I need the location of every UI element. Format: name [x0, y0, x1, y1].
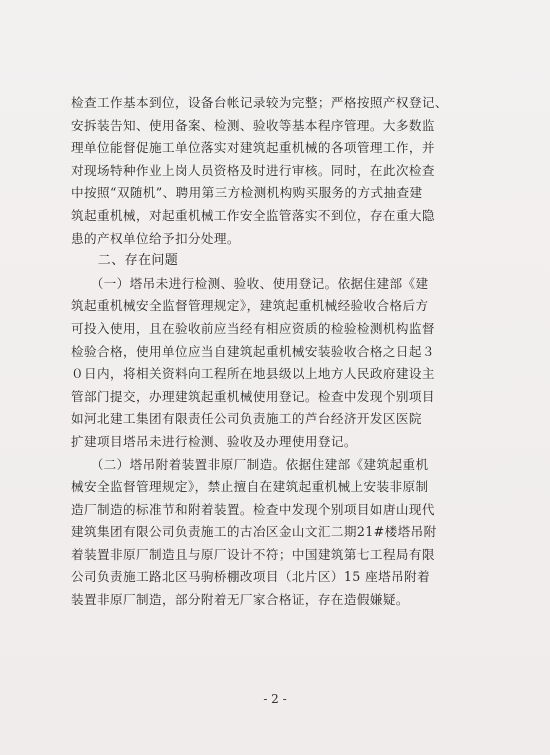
- body-line: ０日内，将相关资料向工程所在地县级以上地方人民政府建设主: [71, 366, 435, 382]
- body-line: 安拆装告知、使用备案、检测、验收等基本程序管理。大多数监: [71, 117, 435, 133]
- body-line: （一）塔吊未进行检测、验收、使用登记。依据住建部《建: [71, 275, 429, 291]
- body-line: 患的产权单位给予扣分处理。: [71, 230, 240, 246]
- body-line: 造厂制造的标准节和附着装置。检查中发现个别项目如唐山现代: [71, 501, 435, 517]
- body-line: 装置非原厂制造，部分附着无厂家合格证，存在造假嫌疑。: [71, 592, 409, 608]
- body-line: 公司负责施工路北区马驹桥棚改项目（北片区）15 座塔吊附着: [71, 569, 431, 585]
- body-line: 械安全监督管理规定》，禁止擅自在建筑起重机械上安装非原制: [71, 479, 429, 495]
- body-line: 筑起重机械安全监督管理规定》，建筑起重机械经验收合格后方: [71, 298, 429, 314]
- body-line: 中按照“双随机”、聘用第三方检测机构购买服务的方式抽查建: [71, 185, 423, 201]
- body-line: 建筑集团有限公司负责施工的古冶区金山文汇二期21#楼塔吊附: [71, 524, 437, 540]
- body-line: 检查工作基本到位，设备台帐记录较为完整；严格按照产权登记、: [71, 95, 448, 110]
- body-line: 可投入使用，且在验收前应当经有相应资质的检验检测机构监督: [71, 320, 435, 336]
- body-line: 筑起重机械，对起重机械工作安全监管落实不到位，存在重大隐: [71, 207, 435, 223]
- body-line: 扩建项目塔吊未进行检测、验收及办理使用登记。: [71, 433, 357, 449]
- body-line: 管部门提交，办理建筑起重机械使用登记。检查中发现个别项目: [71, 388, 435, 404]
- body-line: （二）塔吊附着装置非原厂制造。依据住建部《建筑起重机: [71, 456, 429, 472]
- body-line: 理单位能督促施工单位落实对建筑起重机械的各项管理工作，并: [71, 140, 435, 156]
- body-line: 如河北建工集团有限责任公司负责施工的芦台经济开发区医院: [71, 411, 422, 427]
- body-line: 着装置非原厂制造且与原厂设计不符；中国建筑第七工程局有限: [71, 546, 435, 562]
- page-number: - 2 -: [263, 692, 287, 706]
- body-line: 对现场特种作业上岗人员资格及时进行审核。同时，在此次检查: [71, 162, 435, 178]
- document-body: [71, 92, 471, 612]
- body-line: 检验合格，使用单位应当自建筑起重机械安装验收合格之日起３: [71, 343, 435, 359]
- section-heading: 二、存在问题: [71, 253, 179, 269]
